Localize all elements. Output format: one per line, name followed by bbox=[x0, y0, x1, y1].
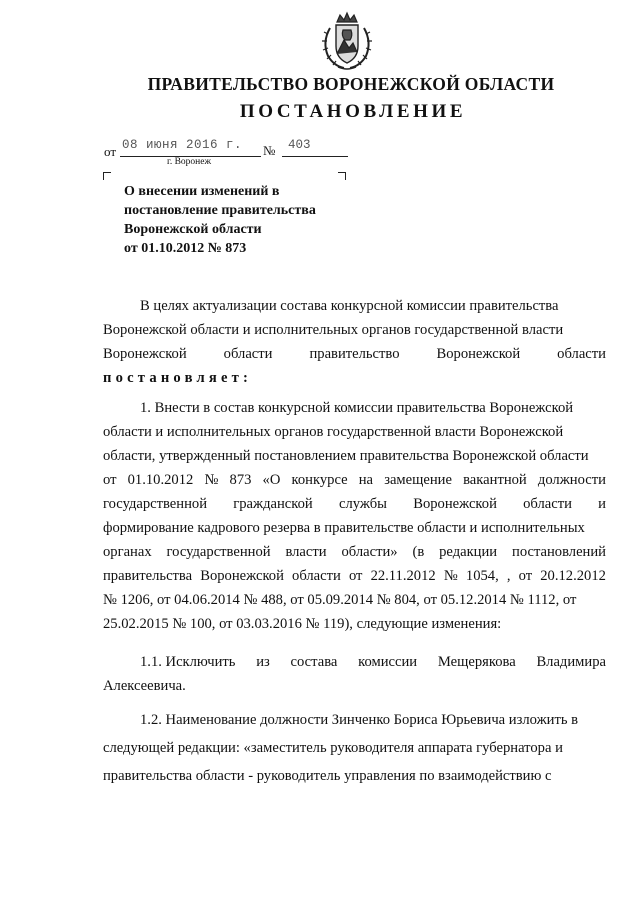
word: Воронежской bbox=[413, 496, 497, 512]
body-line: правительства области - руководитель управления по взаимодействию с bbox=[103, 768, 552, 784]
word: государственной bbox=[103, 496, 208, 512]
word: области» bbox=[341, 544, 398, 560]
word: 01.10.2012 bbox=[127, 472, 194, 488]
word: органах bbox=[103, 544, 152, 560]
word: 20.12.2012 bbox=[540, 568, 606, 584]
body-line: 25.02.2015 № 100, от 03.03.2016 № 119), следующие изменения: bbox=[103, 616, 502, 632]
body-line: области, утвержденный постановлением правительства Воронежской области bbox=[103, 448, 589, 464]
word: № bbox=[443, 568, 458, 584]
word: правительства bbox=[103, 568, 193, 584]
body-line-justified bbox=[103, 540, 606, 564]
word: и bbox=[598, 496, 606, 512]
date-from-label: от bbox=[104, 144, 117, 159]
word: от bbox=[518, 568, 533, 584]
document-subject bbox=[124, 182, 364, 258]
word: вакантной bbox=[463, 472, 527, 488]
word: службы bbox=[338, 496, 387, 512]
body-line: Алексеевича. bbox=[103, 678, 186, 694]
word: , bbox=[506, 568, 511, 584]
word: замещение bbox=[384, 472, 452, 488]
city: г. Воронеж bbox=[167, 157, 212, 167]
body-line: следующей редакции: «заместитель руководителя аппарата губернатора и bbox=[103, 740, 563, 756]
body-line: области и исполнительных органов государственной власти Воронежской bbox=[103, 424, 564, 440]
body-line bbox=[103, 294, 606, 318]
subject-line: постановление правительства bbox=[124, 203, 316, 218]
number-value: 403 bbox=[288, 138, 311, 152]
word: Воронежской bbox=[436, 346, 521, 362]
body-line-justified bbox=[103, 492, 606, 516]
government-name: ПРАВИТЕЛЬСТВО ВОРОНЕЖСКОЙ ОБЛАСТИ bbox=[147, 74, 555, 94]
word: области bbox=[557, 346, 606, 362]
body-line: Воронежской области и исполнительных органов государственной власти bbox=[103, 322, 564, 338]
resolves-keyword: постановляет: bbox=[103, 370, 253, 386]
word: области bbox=[223, 346, 273, 362]
word: 1.1. Исключить bbox=[140, 654, 236, 670]
word: конкурсе bbox=[291, 472, 348, 488]
word: состава bbox=[290, 654, 338, 670]
body-line bbox=[103, 396, 606, 420]
body-line: формирование кадрового резерва в правительстве области и исполнительных bbox=[103, 520, 585, 536]
word: 1054, bbox=[465, 568, 499, 584]
word: государственной bbox=[166, 544, 271, 560]
body-line-justified bbox=[103, 564, 606, 588]
word: «О bbox=[262, 472, 281, 488]
body-line-justified bbox=[103, 468, 606, 492]
word: от bbox=[103, 472, 117, 488]
word: (в bbox=[412, 544, 425, 560]
number-label: № bbox=[263, 143, 276, 158]
word: на bbox=[358, 472, 374, 488]
corner-mark-left bbox=[103, 172, 111, 180]
word: Владимира bbox=[536, 654, 606, 670]
word: от bbox=[348, 568, 363, 584]
item-1-text: 1. Внести в состав конкурсной комиссии правительства Воронежской bbox=[140, 400, 574, 416]
corner-mark-right bbox=[338, 172, 346, 180]
word: Воронежской bbox=[200, 568, 284, 584]
coat-of-arms-icon bbox=[316, 10, 378, 72]
subject-line: от 01.10.2012 № 873 bbox=[124, 241, 247, 256]
word: комиссии bbox=[358, 654, 418, 670]
date-field bbox=[120, 138, 261, 157]
preamble-text: В целях актуализации состава конкурсной комиссии правительства bbox=[140, 298, 559, 314]
word: правительство bbox=[309, 346, 400, 362]
word: 873 bbox=[229, 472, 252, 488]
body-line-justified bbox=[103, 342, 606, 366]
word: 22.11.2012 bbox=[370, 568, 436, 584]
word: гражданской bbox=[233, 496, 313, 512]
document-type: ПОСТАНОВЛЕНИЕ bbox=[239, 101, 467, 122]
word: области bbox=[523, 496, 572, 512]
number-field bbox=[282, 138, 348, 157]
word: постановлений bbox=[512, 544, 606, 560]
item-1-2-text: 1.2. Наименование должности Зинченко Бориса Юрьевича изложить в bbox=[140, 712, 579, 728]
word: власти bbox=[285, 544, 327, 560]
body-line bbox=[103, 708, 606, 732]
date-value: 08 июня 2016 г. bbox=[122, 138, 243, 152]
word: Мещерякова bbox=[437, 654, 516, 670]
body-line-justified bbox=[103, 650, 606, 674]
word: Воронежской bbox=[103, 346, 187, 362]
subject-line: О внесении изменений в bbox=[124, 184, 280, 199]
body-line: № 1206, от 04.06.2014 № 488, от 05.09.2014 № 804, от 05.12.2014 № 1112, от bbox=[103, 592, 577, 608]
subject-line: Воронежской области bbox=[124, 222, 262, 237]
word: № bbox=[204, 472, 219, 488]
word: редакции bbox=[439, 544, 498, 560]
word: из bbox=[256, 654, 270, 670]
word: должности bbox=[537, 472, 606, 488]
word: области bbox=[292, 568, 341, 584]
dateline bbox=[104, 140, 364, 160]
